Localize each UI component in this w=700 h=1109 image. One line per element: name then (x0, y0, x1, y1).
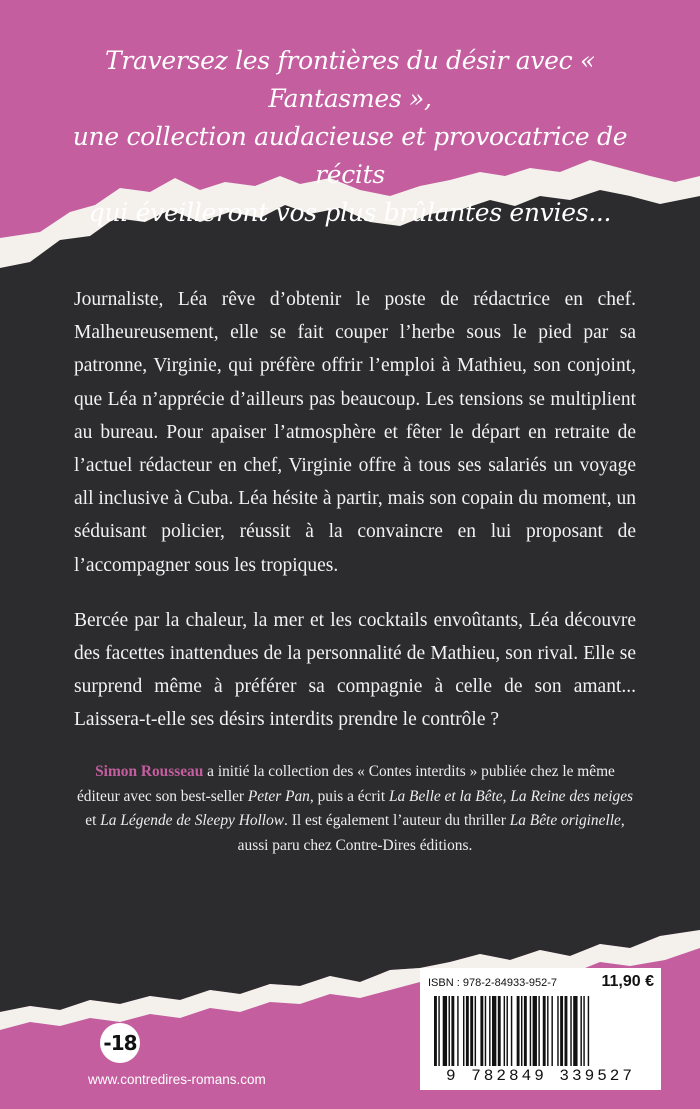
barcode-bar (533, 996, 537, 1066)
barcode-bar (588, 996, 589, 1066)
barcode-bar (573, 996, 577, 1066)
blurb-paragraph-2: Bercée par la chaleur, la mer et les cocktails envoûtants, Léa découvre des facettes inattendues de la personnalité de Mathieu, son rival. Elle se surprend même à préférer sa compagnie à celle de son amant... Laissera-t-elle ses désirs interdits prendre le contrôle ? (74, 609, 636, 731)
isbn-barcode-box (420, 968, 661, 1090)
barcode-bar (565, 996, 568, 1066)
blurb-paragraph-1: Journaliste, Léa rêve d’obtenir le poste de rédactrice en chef. Malheureusement, elle se fait couper l’herbe sous le pied par sa patronne, Virginie, qui préfère offrir l’emploi à Mathieu, son conjoint, que Léa n’apprécie d’ailleurs pas beaucoup. Les tensions se multiplient au bureau. Pour apaiser l’atmosphère et fêter le départ en retraite de l’actuel rédacteur en chef, Virginie offre à tous ses salariés un voyage all inclusive à Cuba. Léa hésite à partir, mais son copain du moment, un séduisant policier, réussit à la convaincre en lui proposant de l’accompagner sous les tropiques. (74, 289, 636, 576)
barcode-digits: 9 782849 339527 (445, 1067, 636, 1085)
barcode-bar (524, 996, 527, 1066)
barcode-bar (463, 996, 464, 1066)
barcode-bar (466, 996, 469, 1066)
barcode-bar (480, 996, 483, 1066)
barcode-bar (560, 996, 563, 1066)
price: 11,90 € (601, 973, 654, 990)
bio-text: . Il est également l’auteur du thriller (284, 812, 510, 830)
barcode-bar (583, 996, 584, 1066)
bio-text: et (85, 812, 101, 830)
bio-text: a initié la collection des « Contes interdits » publiée chez le même éditeur avec son best-seller (76, 763, 615, 805)
barcode-bar (551, 996, 552, 1066)
bio-text: , aussi paru chez Contre-Dires éditions. (237, 812, 625, 854)
barcode-bar (449, 996, 450, 1066)
barcode-bar (543, 996, 546, 1066)
barcode-bar (557, 996, 558, 1066)
barcode-bar (507, 996, 508, 1066)
tagline-line-2: une collection audacieuse et provocatrice de récits (72, 122, 628, 189)
barcode-bar (517, 996, 520, 1066)
bio-text: , puis a écrit (309, 787, 389, 805)
tagline-line-1: Traversez les frontières du désir avec « Fantasmes », (104, 46, 596, 113)
barcode-bar (489, 996, 490, 1066)
barcode-bar (475, 996, 476, 1066)
book-title: La Reine des neiges (510, 787, 634, 805)
barcode-bar (485, 996, 486, 1066)
barcode-bar (580, 996, 581, 1066)
bio-text: , (502, 787, 511, 805)
book-title: La Bête originelle (509, 812, 621, 830)
barcode-bar (434, 996, 437, 1066)
age-rating-badge: -18 (100, 1023, 140, 1063)
publisher-website: www.contredires-romans.com (88, 1072, 266, 1087)
author-bio (74, 760, 636, 858)
book-title: Peter Pan (247, 787, 310, 805)
barcode-bar (492, 996, 496, 1066)
barcode (434, 996, 649, 1066)
barcode-bar (438, 996, 439, 1066)
barcode-bar (570, 996, 571, 1066)
barcode-bar (530, 996, 531, 1066)
barcode-bar (547, 996, 548, 1066)
barcode-bar (521, 996, 522, 1066)
barcode-bar (443, 996, 447, 1066)
barcode-bar (470, 996, 473, 1066)
barcode-bar (511, 996, 512, 1066)
barcode-bar (451, 996, 454, 1066)
barcode-bar (457, 996, 458, 1066)
series-tagline (40, 42, 660, 232)
barcode-bar (538, 996, 539, 1066)
isbn-price-line (428, 973, 654, 991)
isbn-number: ISBN : 978-2-84933-952-7 (428, 977, 558, 989)
barcode-bar (504, 996, 505, 1066)
book-blurb (74, 283, 636, 759)
book-title: La Belle et la Bête (388, 787, 503, 805)
author-name: Simon Rousseau (95, 763, 204, 780)
barcode-bar (498, 996, 501, 1066)
book-title: La Légende de Sleepy Hollow (100, 812, 285, 830)
tagline-line-3: qui éveilleront vos plus brûlantes envies... (88, 198, 612, 227)
